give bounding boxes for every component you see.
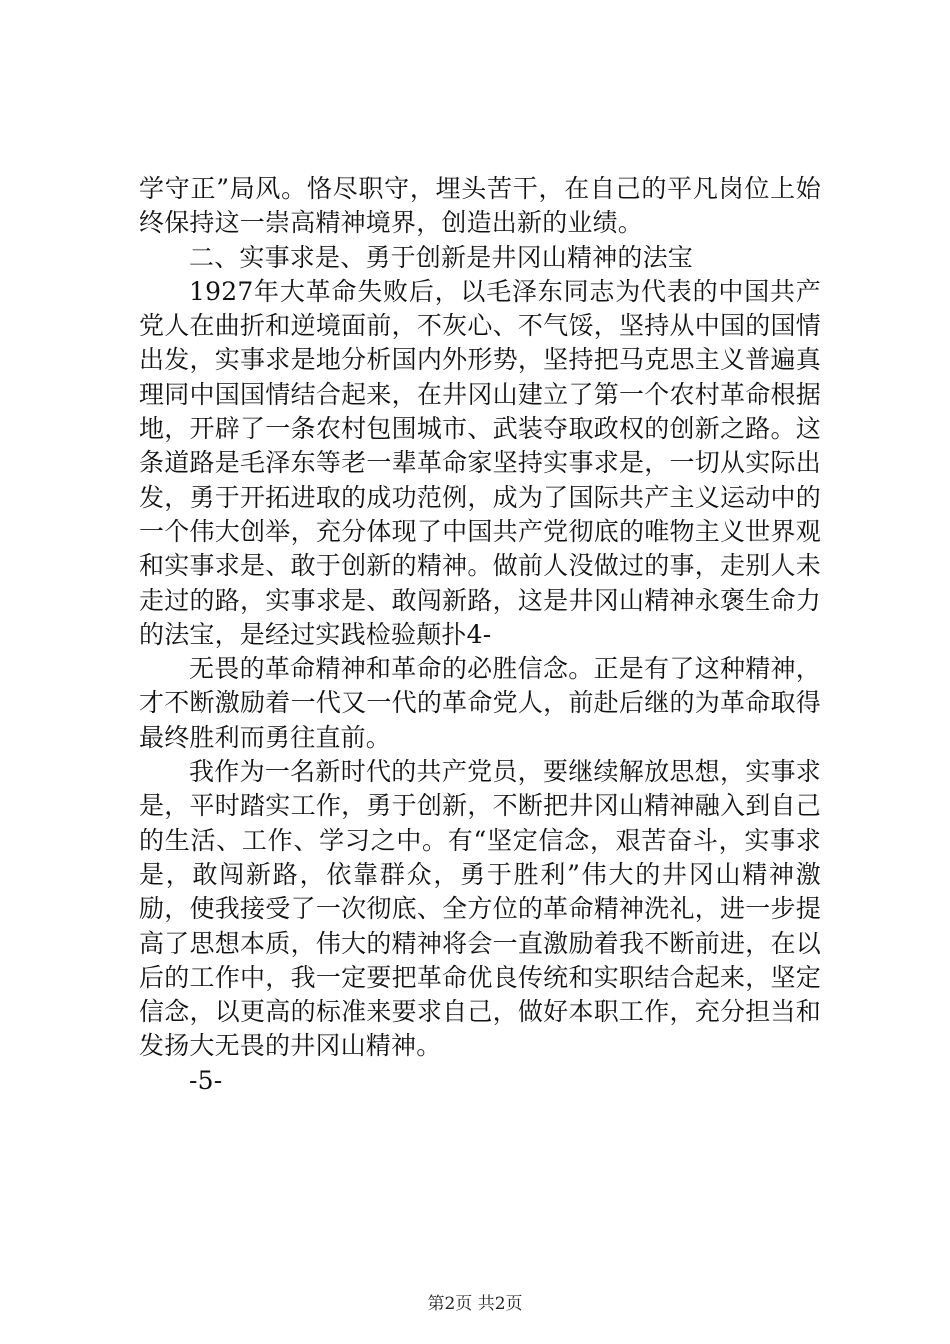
paragraph-continuation: 学守正”局风。恪尽职守，埋头苦干，在自己的平凡岗位上始终保持这一崇高精神境界，创造出新的业绩。 bbox=[139, 174, 821, 238]
paragraph: 无畏的革命精神和革命的必胜信念。正是有了这种精神，才不断激励着一代又一代的革命党人，前赴后继的为革命取得最终胜利而勇往直前。 bbox=[139, 654, 821, 752]
page-footer: 第2页 共2页 bbox=[427, 1294, 523, 1314]
paragraph: 我作为一名新时代的共产党员，要继续解放思想，实事求是，平时踏实工作，勇于创新，不断把井冈山精神融入到自己的生活、工作、学习之中。有“坚定信念，艰苦奋斗，实事求是，敢闯新路，依靠群众，勇于胜利”伟大的井冈山精神激励，使我接受了一次彻底、全方位的革命精神洗礼，进一步提高了思想本质，伟大的精神将会一直激励着我不断前进，在以后的工作中，我一定要把革命优良传统和实职结合起来，坚定信念，以更高的标准来要求自己，做好本职工作，充分担当和发扬大无畏的井冈山精神。 bbox=[139, 757, 821, 1061]
inline-page-marker: -5- bbox=[189, 1065, 223, 1095]
section-heading: 二、实事求是、勇于创新是井冈山精神的法宝 bbox=[189, 242, 694, 272]
document-body bbox=[139, 172, 821, 1098]
paragraph: 1927年大革命失败后，以毛泽东同志为代表的中国共产党人在曲折和逆境面前，不灰心、不气馁，坚持从中国的国情出发，实事求是地分析国内外形势，坚持把马克思主义普遍真理同中国国情结合起来，在井冈山建立了第一个农村革命根据地，开辟了一条农村包围城市、武装夺取政权的创新之路。这条道路是毛泽东等老一辈革命家坚持实事求是，一切从实际出发，勇于开拓进取的成功范例，成为了国际共产主义运动中的一个伟大创举，充分体现了中国共产党彻底的唯物主义世界观和实事求是、敢于创新的精神。做前人没做过的事，走别人未走过的路，实事求是、敢闯新路，这是井冈山精神永褒生命力的法宝，是经过实践检验颠扑4- bbox=[139, 276, 821, 649]
